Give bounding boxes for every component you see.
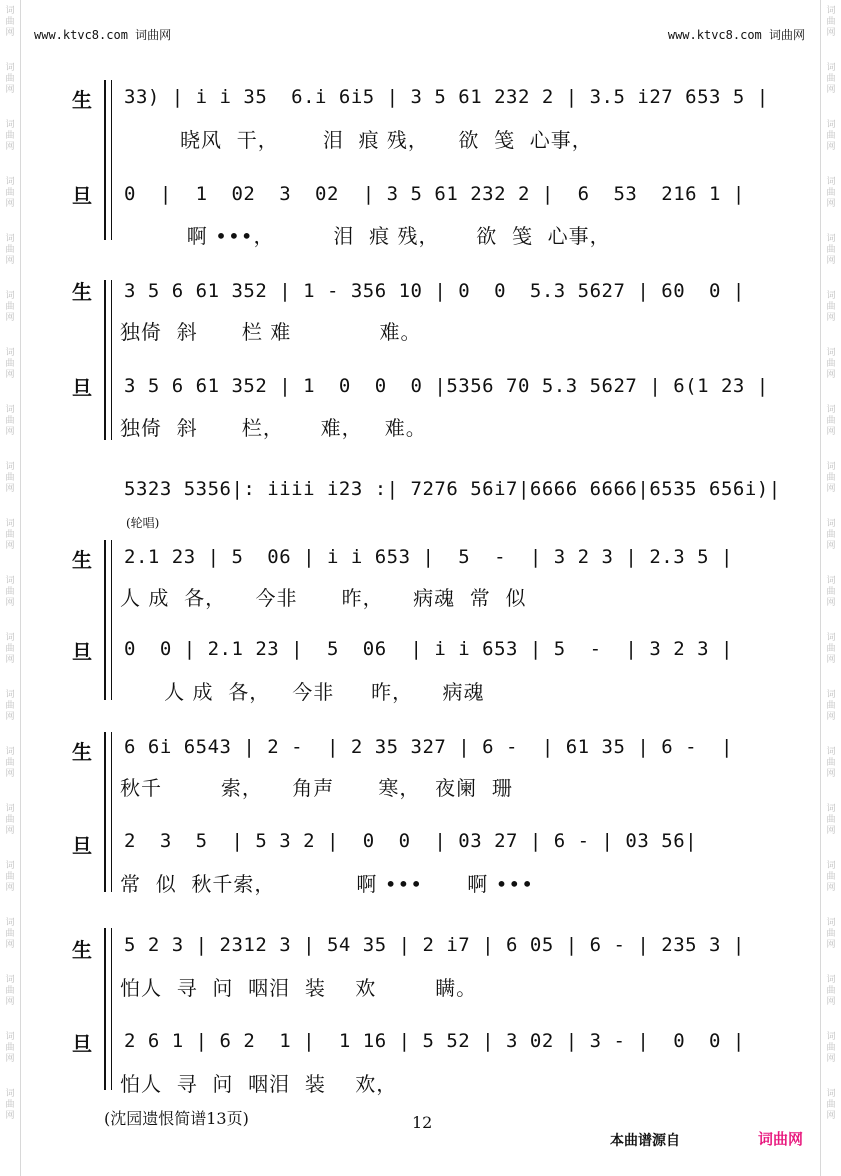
watermark-text: 词 曲 网 xyxy=(826,234,836,266)
watermark-text: 词 曲 网 xyxy=(5,918,15,950)
header-left-site[interactable]: www.ktvc8.com 词曲网 xyxy=(34,28,172,42)
watermark-text: 词 曲 网 xyxy=(5,804,15,836)
part-label-dan: 旦 xyxy=(72,834,92,858)
system-4-sheng-lyrics: 秋千 索， 角声 寒， 夜阑 珊 xyxy=(120,776,513,800)
header-right-site[interactable]: www.ktvc8.com 词曲网 xyxy=(667,28,805,42)
system-4-dan-lyrics: 常 似 秋千索， 啊 ••• 啊 ••• xyxy=(120,872,535,896)
footer-caption: (沈园遗恨简谱13页) xyxy=(104,1109,249,1128)
system-3-sheng-notes: 2.1 23 | 5 06 | i i 653 | 5 - | 3 2 3 | 2.3 5 | xyxy=(124,546,733,568)
watermark-text: 词 曲 网 xyxy=(826,747,836,779)
watermark-text: 词 曲 网 xyxy=(5,747,15,779)
watermark-text: 词 曲 网 xyxy=(826,291,836,323)
part-label-dan: 旦 xyxy=(72,184,92,208)
system-3-dan-notes: 0 0 | 2.1 23 | 5 06 | i i 653 | 5 - | 3 2 3 | xyxy=(124,638,733,660)
right-watermark-strip xyxy=(820,0,841,1176)
system-2-brace xyxy=(104,280,112,440)
watermark-text: 词 曲 网 xyxy=(826,348,836,380)
page-number: 12 xyxy=(412,1113,433,1132)
watermark-text: 词 曲 网 xyxy=(826,63,836,95)
watermark-text: 词 曲 网 xyxy=(826,120,836,152)
watermark-text: 词 曲 网 xyxy=(5,633,15,665)
watermark-text: 词 曲 网 xyxy=(826,1032,836,1064)
watermark-text: 词 曲 网 xyxy=(5,690,15,722)
round-singing-annotation: (轮唱) xyxy=(126,516,160,530)
system-3-dan-lyrics: 人 成 各， 今非 昨， 病魂 xyxy=(120,680,485,704)
watermark-text: 词 曲 网 xyxy=(5,120,15,152)
system-1-dan-lyrics: 啊 •••， 泪 痕 残， 欲 笺 心事， xyxy=(150,224,611,248)
watermark-text: 词 曲 网 xyxy=(5,462,15,494)
system-1-dan-notes: 0 | 1 02 3 02 | 3 5 61 232 2 | 6 53 216 1 | xyxy=(124,183,745,205)
part-label-dan: 旦 xyxy=(72,1032,92,1056)
system-3-brace xyxy=(104,540,112,700)
watermark-text: 词 曲 网 xyxy=(826,804,836,836)
watermark-text: 词 曲 网 xyxy=(826,975,836,1007)
system-5-brace xyxy=(104,928,112,1090)
watermark-text: 词 曲 网 xyxy=(5,576,15,608)
watermark-text: 词 曲 网 xyxy=(826,633,836,665)
part-label-dan: 旦 xyxy=(72,640,92,664)
watermark-text: 词 曲 网 xyxy=(826,6,836,38)
watermark-text: 词 曲 网 xyxy=(826,576,836,608)
watermark-text: 词 曲 网 xyxy=(5,975,15,1007)
watermark-text: 词 曲 网 xyxy=(5,6,15,38)
interlude-notes: 5323 5356|: iiii i23 :| 7276 56i7|6666 6666|6535 656i)| xyxy=(124,478,781,500)
watermark-text: 词 曲 网 xyxy=(826,405,836,437)
system-2-dan-notes: 3 5 6 61 352 | 1 0 0 0 |5356 70 5.3 5627 | 6(1 23 | xyxy=(124,375,769,397)
watermark-text: 词 曲 网 xyxy=(5,1032,15,1064)
watermark-text: 词 曲 网 xyxy=(5,63,15,95)
source-logo[interactable]: 词曲网 xyxy=(758,1130,804,1148)
watermark-text: 词 曲 网 xyxy=(5,348,15,380)
system-4-sheng-notes: 6 6i 6543 | 2 - | 2 35 327 | 6 - | 61 35 | 6 - | xyxy=(124,736,733,758)
system-2-sheng-notes: 3 5 6 61 352 | 1 - 356 10 | 0 0 5.3 5627 | 60 0 | xyxy=(124,280,745,302)
system-4-brace xyxy=(104,732,112,892)
part-label-sheng: 生 xyxy=(72,938,92,962)
watermark-text: 词 曲 网 xyxy=(826,918,836,950)
watermark-text: 词 曲 网 xyxy=(5,234,15,266)
watermark-text: 词 曲 网 xyxy=(826,519,836,551)
watermark-text: 词 曲 网 xyxy=(826,177,836,209)
system-2-dan-lyrics: 独倚 斜 栏， 难， 难。 xyxy=(120,416,427,440)
part-label-sheng: 生 xyxy=(72,548,92,572)
left-watermark-strip xyxy=(0,0,21,1176)
watermark-text: 词 曲 网 xyxy=(5,405,15,437)
watermark-text: 词 曲 网 xyxy=(5,291,15,323)
watermark-text: 词 曲 网 xyxy=(5,519,15,551)
watermark-text: 词 曲 网 xyxy=(826,690,836,722)
part-label-dan: 旦 xyxy=(72,376,92,400)
system-3-sheng-lyrics: 人 成 各， 今非 昨， 病魂 常 似 xyxy=(120,586,527,610)
system-1-brace xyxy=(104,80,112,240)
system-5-dan-notes: 2 6 1 | 6 2 1 | 1 16 | 5 52 | 3 02 | 3 - | 0 0 | xyxy=(124,1030,745,1052)
system-2-sheng-lyrics: 独倚 斜 栏 难 难。 xyxy=(120,320,422,344)
system-1-sheng-lyrics: 晓风 干， 泪 痕 残， 欲 笺 心事， xyxy=(180,128,593,152)
watermark-text: 词 曲 网 xyxy=(5,177,15,209)
part-label-sheng: 生 xyxy=(72,740,92,764)
watermark-text: 词 曲 网 xyxy=(826,861,836,893)
part-label-sheng: 生 xyxy=(72,280,92,304)
system-1-sheng-notes: 33) | i i 35 6.i 6i5 | 3 5 61 232 2 | 3.5 i27 653 5 | xyxy=(124,86,769,108)
watermark-text: 词 曲 网 xyxy=(5,861,15,893)
system-5-dan-lyrics: 怕人 寻 问 咽泪 装 欢， xyxy=(120,1072,398,1096)
system-5-sheng-notes: 5 2 3 | 2312 3 | 54 35 | 2 i7 | 6 05 | 6 - | 235 3 | xyxy=(124,934,745,956)
watermark-text: 词 曲 网 xyxy=(5,1089,15,1121)
part-label-sheng: 生 xyxy=(72,88,92,112)
system-4-dan-notes: 2 3 5 | 5 3 2 | 0 0 | 03 27 | 6 - | 03 56| xyxy=(124,830,698,852)
watermark-text: 词 曲 网 xyxy=(826,1089,836,1121)
watermark-text: 词 曲 网 xyxy=(826,462,836,494)
source-text: 本曲谱源自 xyxy=(610,1133,680,1149)
system-5-sheng-lyrics: 怕人 寻 问 咽泪 装 欢 瞒。 xyxy=(120,976,478,1000)
